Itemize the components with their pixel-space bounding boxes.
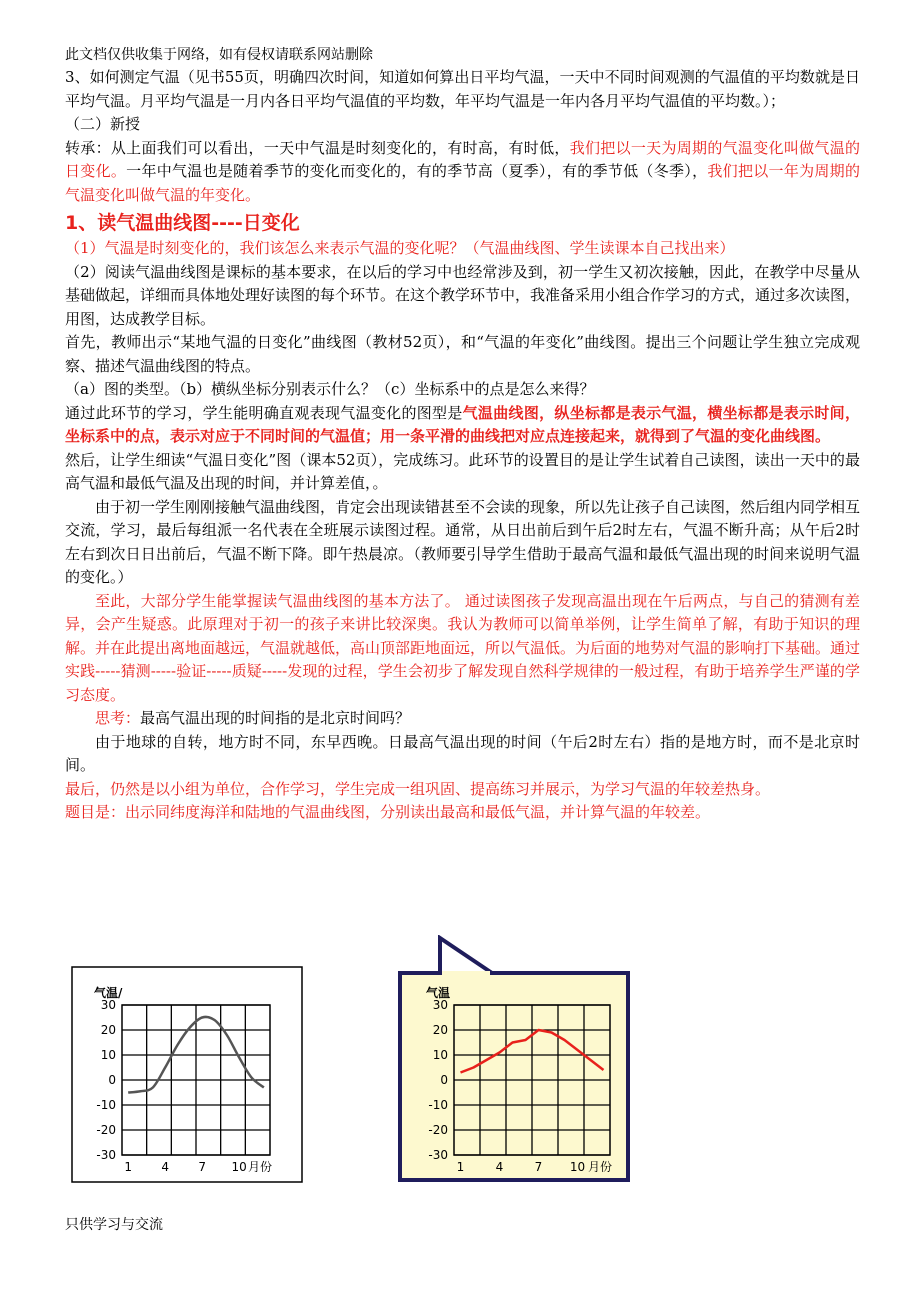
paragraph-three-questions: （a）图的类型。（b）横纵坐标分别表示什么？（c）坐标系中的点是怎么来得？ — [65, 380, 595, 398]
transition-daily-definition: 我们把以一天为周期的气温变化叫做气温的日变化。 — [65, 138, 860, 180]
y-tick-label: -20 — [96, 1123, 116, 1137]
paragraph-first-contact: 由于初一学生刚刚接触气温曲线图，肯定会出现读错甚至不会读的现象，所以先让孩子自己读图，然后组内同学相互交流，学习，最后每组派一名代表在全班展示读图过程。通常，从日出前后到午后2时左右，气温不断升高；从午后2时左右到次日日出前后，气温不断下降。即午热晨凉。（教师要引导学生借助于最高气温和最低气温出现的时间来说明气温的变化。） — [65, 497, 861, 586]
paragraph-reading-curves: （2）阅读气温曲线图是课标的基本要求，在以后的学习中也经常涉及到，初一学生又初次接触，因此，在教学中尽量从基础做起，详细而具体地处理好读图的每个环节。在这个教学环节中，我准备采用小组合作学习的方式，通过多次读图，用图，达成教学目标。 — [65, 262, 861, 328]
think-question: 最高气温出现的时间指的是北京时间吗？ — [140, 709, 411, 727]
y-tick-label: 10 — [432, 1048, 448, 1062]
y-tick-label: 0 — [440, 1073, 448, 1087]
x-tick-label: 1 — [124, 1160, 132, 1174]
paragraph-measure-temp: 3、如何测定气温（见书55页，明确四次时间，知道如何算出日平均气温，一天中不同时间观测的气温值的平均数就是日平均气温。月平均气温是一月内各日平均气温值的平均数，年平均气温是一年内各月平均气温值的平均数。）； — [65, 68, 860, 110]
chart-ocean-temperature — [392, 935, 637, 1185]
chart-land-svg — [70, 965, 305, 1185]
callout-pointer — [440, 938, 492, 973]
y-tick-label: -10 — [428, 1098, 448, 1112]
paragraph-then: 然后，让学生细读“气温日变化”图（课本52页），完成练习。此环节的设置目的是让学生试着自己读图，读出一天中的最高气温和最低气温及出现的时间，并计算差值，。 — [65, 450, 860, 492]
x-tick-label: 1 — [456, 1160, 465, 1174]
y-tick-label: 30 — [100, 998, 116, 1012]
y-tick-label: -30 — [96, 1148, 116, 1162]
y-tick-label: 10 — [100, 1048, 116, 1062]
conclusion-text: 通过此环节的学习，学生能明确直观表现气温变化的图型是 — [65, 403, 463, 422]
y-tick-label: 30 — [432, 998, 448, 1012]
document-body — [65, 66, 860, 825]
y-axis-label: 气温/ — [94, 986, 123, 1000]
paragraph-so-far: 至此，大部分学生能掌握读气温曲线图的基本方法了。 通过读图孩子发现高温出现在午后两点，与自己的猜测有差异，会产生疑惑。此原理对于初一的孩子来讲比较深奥。我认为教师可以简单举例，让学生简单了解，有助于知识的理解。并在此提出离地面越远，气温就越低，高山顶部距地面远，所以气温低。为后面的地势对气温的影响打下基础。通过实践-----猜测-----验证-----质疑-----发现的过程，学生会初步了解发现自然科学规律的一般过程，有助于培养学生严谨的学习态度。 — [65, 591, 861, 704]
chart-ocean-svg — [392, 935, 637, 1185]
paragraph-transition — [65, 137, 860, 208]
paragraph-question-1: （1）气温是时刻变化的，我们该怎么来表示气温的变化呢？（气温曲线图、学生读课本自己找出来） — [65, 239, 735, 257]
x-tick-label: 10 — [569, 1160, 586, 1174]
conclusion-bold: 气温曲线图，纵坐标都是表示气温，横坐标都是表示时间，坐标系中的点，表示对应于不同时间的气温值；用一条平滑的曲线把对应点连接起来，就得到了气温的变化曲线图。 — [65, 403, 860, 445]
heading-daily-variation: 1、读气温曲线图----日变化 — [65, 212, 300, 234]
y-tick-label: 20 — [100, 1023, 116, 1037]
paragraph-conclusion — [65, 402, 860, 449]
section-new-lesson: （二）新授 — [65, 115, 141, 133]
paragraph-exercise: 题目是：出示同纬度海洋和陆地的气温曲线图，分别读出最高和最低气温，并计算气温的年较差。 — [65, 803, 711, 821]
y-tick-label: -10 — [96, 1098, 116, 1112]
paragraph-local-time: 由于地球的自转，地方时不同，东早西晚。日最高气温出现的时间（午后2时左右）指的是地方时，而不是北京时间。 — [65, 732, 860, 774]
y-tick-label: -20 — [428, 1123, 448, 1137]
x-tick-label: 7 — [534, 1160, 543, 1174]
transition-annual-definition: 我们把以一年为周期的气温变化叫做气温的年变化。 — [65, 162, 860, 204]
transition-text-2: 一年中气温也是随着季节的变化而变化的，有的季节高（夏季），有的季节低（冬季）， — [126, 162, 708, 180]
page-footer: 只供学习与交流 — [65, 1217, 163, 1233]
paragraph-first-step: 首先，教师出示“某地气温的日变化”曲线图（教材52页），和“气温的年变化”曲线图。提出三个问题让学生独立完成观察、描述气温曲线图的特点。 — [65, 333, 860, 375]
page-header: 此文档仅供收集于网络，如有侵权请联系网站删除 — [65, 47, 373, 63]
x-tick-label: 4 — [161, 1160, 169, 1174]
chart-land-temperature — [70, 965, 305, 1185]
paragraph-think — [65, 707, 860, 731]
think-label: 思考： — [95, 709, 141, 727]
x-axis-label: 月份 — [247, 1160, 272, 1174]
x-tick-label: 10 — [231, 1160, 247, 1174]
y-tick-label: 0 — [108, 1073, 116, 1087]
y-axis-label: 气温 — [426, 986, 451, 1000]
x-axis-label: 月份 — [587, 1160, 612, 1174]
y-tick-label: 20 — [432, 1023, 448, 1037]
transition-text-1: 转承：从上面我们可以看出，一天中气温是时刻变化的，有时高，有时低， — [65, 138, 570, 157]
y-tick-label: -30 — [428, 1148, 448, 1162]
paragraph-finally: 最后，仍然是以小组为单位，合作学习，学生完成一组巩固、提高练习并展示，为学习气温的年较差热身。 — [65, 779, 771, 798]
x-tick-label: 7 — [198, 1160, 206, 1174]
x-tick-label: 4 — [495, 1160, 504, 1174]
